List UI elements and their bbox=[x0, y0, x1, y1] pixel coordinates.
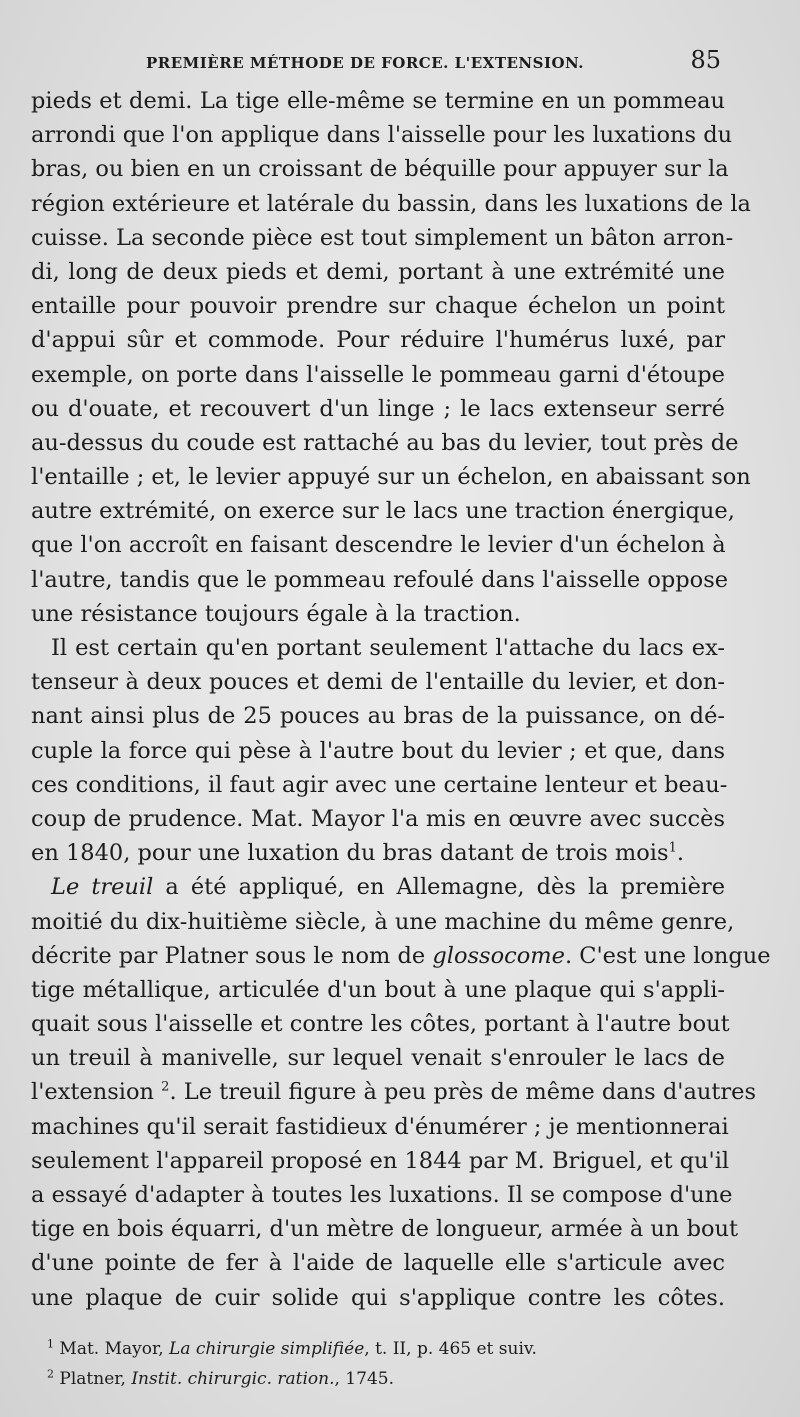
text-line bbox=[31, 152, 729, 186]
line-text: région extérieure et latérale du bassin, dans les luxations de la bbox=[31, 190, 751, 217]
line-text: quait sous l'aisselle et contre les côtes, portant à l'autre bout bbox=[31, 1011, 730, 1038]
line-text: cuisse. La seconde pièce est tout simplement un bâton arron- bbox=[31, 224, 734, 251]
line-text: au-dessus du coude est rattaché au bas du levier, tout près de bbox=[31, 429, 739, 456]
line-text: tige en bois équarri, d'un mètre de longueur, armée à un bout bbox=[31, 1216, 739, 1243]
text-line bbox=[31, 973, 725, 1007]
text-line bbox=[31, 665, 725, 699]
text-line bbox=[31, 494, 735, 528]
text-line bbox=[31, 187, 751, 221]
text-line bbox=[31, 1212, 739, 1246]
text-line bbox=[31, 255, 725, 289]
text-line bbox=[31, 1007, 730, 1041]
text-line bbox=[31, 734, 725, 768]
line-text: . Le treuil figure à peu près de même dans d'autres bbox=[169, 1079, 757, 1106]
italic-term: Le treuil bbox=[51, 874, 154, 901]
text-line bbox=[31, 528, 725, 562]
footnote-text: Mat. Mayor, bbox=[59, 1339, 170, 1359]
text-line bbox=[31, 699, 725, 733]
body-text bbox=[31, 84, 771, 1315]
line-text: exemple, on porte dans l'aisselle le pommeau garni d'étoupe bbox=[31, 361, 725, 388]
text-line bbox=[31, 905, 735, 939]
text-line bbox=[31, 1041, 725, 1075]
footnote bbox=[47, 1364, 727, 1394]
line-text: moitié du dix-huitième siècle, à une machine du même genre, bbox=[31, 908, 735, 935]
footnote-number: 1 bbox=[47, 1337, 54, 1351]
line-text: en 1840, pour une luxation du bras datant de trois mois bbox=[31, 840, 669, 867]
line-text: une plaque de cuir solide qui s'applique contre les côtes. bbox=[31, 1284, 725, 1311]
text-line bbox=[31, 563, 729, 597]
line-text: un treuil à manivelle, sur lequel venait s'enrouler le lacs de bbox=[31, 1045, 725, 1072]
footnote-title: La chirurgie simplifiée bbox=[169, 1339, 365, 1359]
line-text: d'une pointe de fer à l'aide de laquelle elle s'articule avec bbox=[31, 1250, 725, 1277]
text-line bbox=[31, 118, 733, 152]
footnote-title: Instit. chirurgic. ration. bbox=[131, 1369, 335, 1389]
footnote-ref: 1 bbox=[668, 840, 677, 856]
footnotes bbox=[47, 1334, 727, 1394]
text-line bbox=[31, 392, 725, 426]
italic-term: glossocome bbox=[432, 942, 565, 969]
line-text: l'extension bbox=[31, 1079, 162, 1106]
line-text: entaille pour pouvoir prendre sur chaque échelon un point bbox=[31, 293, 725, 320]
line-text: di, long de deux pieds et demi, portant à une extrémité une bbox=[31, 258, 725, 285]
line-text: d'appui sûr et commode. Pour réduire l'humérus luxé, par bbox=[31, 327, 725, 354]
line-text: arrondi que l'on applique dans l'aisselle pour les luxations du bbox=[31, 122, 733, 149]
text-line bbox=[31, 1110, 729, 1144]
text-line bbox=[31, 768, 728, 802]
line-text: Il est certain qu'en portant seulement l'attache du lacs ex- bbox=[51, 635, 725, 661]
line-text: a été appliqué, en Allemagne, dès la première bbox=[153, 874, 726, 901]
line-text: machines qu'il serait fastidieux d'énumérer ; je mentionnerai bbox=[31, 1113, 729, 1140]
text-line bbox=[31, 1144, 730, 1178]
line-text: l'autre, tandis que le pommeau refoulé dans l'aisselle oppose bbox=[31, 566, 729, 593]
line-text: bras, ou bien en un croissant de béquille pour appuyer sur la bbox=[31, 156, 729, 183]
text-line bbox=[31, 358, 725, 392]
line-text: une résistance toujours égale à la traction. bbox=[31, 600, 521, 627]
text-line bbox=[31, 939, 771, 973]
text-line bbox=[31, 802, 725, 836]
footnote bbox=[47, 1334, 727, 1364]
line-text: pieds et demi. La tige elle-même se termine en un pommeau bbox=[31, 88, 725, 114]
footnote-text: , t. II, p. 465 et suiv. bbox=[364, 1339, 537, 1359]
text-line bbox=[31, 1246, 725, 1280]
line-text: tige métallique, articulée d'un bout à une plaque qui s'appli- bbox=[31, 976, 725, 1003]
footnote-text: Platner, bbox=[59, 1369, 132, 1389]
line-text: autre extrémité, on exerce sur le lacs une traction énergique, bbox=[31, 498, 735, 525]
footnote-number: 2 bbox=[47, 1367, 54, 1381]
footnote-text: , 1745. bbox=[334, 1369, 394, 1389]
text-line bbox=[31, 460, 751, 494]
line-text: . bbox=[676, 840, 684, 867]
line-text: tenseur à deux pouces et demi de l'entaille du levier, et don- bbox=[31, 669, 725, 696]
text-line bbox=[31, 1178, 733, 1212]
text-line bbox=[31, 597, 725, 631]
line-text: nant ainsi plus de 25 pouces au bras de la puissance, on dé- bbox=[31, 703, 725, 730]
page-header bbox=[146, 46, 721, 82]
text-line bbox=[31, 836, 725, 870]
text-line bbox=[31, 84, 725, 118]
text-line bbox=[31, 426, 739, 460]
text-line bbox=[31, 323, 725, 357]
running-head: PREMIÈRE MÉTHODE DE FORCE. L'EXTENSION. bbox=[146, 54, 585, 72]
footnote-ref: 2 bbox=[161, 1079, 170, 1095]
line-text: décrite par Platner sous le nom de bbox=[31, 942, 433, 969]
line-text: seulement l'appareil proposé en 1844 par M. Briguel, et qu'il bbox=[31, 1147, 730, 1174]
page-number: 85 bbox=[690, 46, 721, 74]
text-line bbox=[31, 631, 725, 665]
line-text: que l'on accroît en faisant descendre le levier d'un échelon à bbox=[31, 532, 726, 559]
text-line bbox=[31, 221, 734, 255]
line-text: l'entaille ; et, le levier appuyé sur un échelon, en abaissant son bbox=[31, 464, 751, 491]
text-line bbox=[31, 1281, 725, 1315]
text-line bbox=[31, 870, 725, 904]
line-text: ces conditions, il faut agir avec une certaine lenteur et beau- bbox=[31, 771, 728, 798]
line-text: ou d'ouate, et recouvert d'un linge ; le lacs extenseur serré bbox=[31, 395, 725, 422]
text-line bbox=[31, 1075, 757, 1109]
line-text: a essayé d'adapter à toutes les luxations. Il se compose d'une bbox=[31, 1182, 733, 1208]
line-text: . C'est une longue bbox=[564, 942, 771, 969]
text-line bbox=[31, 289, 725, 323]
line-text: cuple la force qui pèse à l'autre bout du levier ; et que, dans bbox=[31, 737, 725, 764]
line-text: coup de prudence. Mat. Mayor l'a mis en œuvre avec succès bbox=[31, 805, 725, 832]
